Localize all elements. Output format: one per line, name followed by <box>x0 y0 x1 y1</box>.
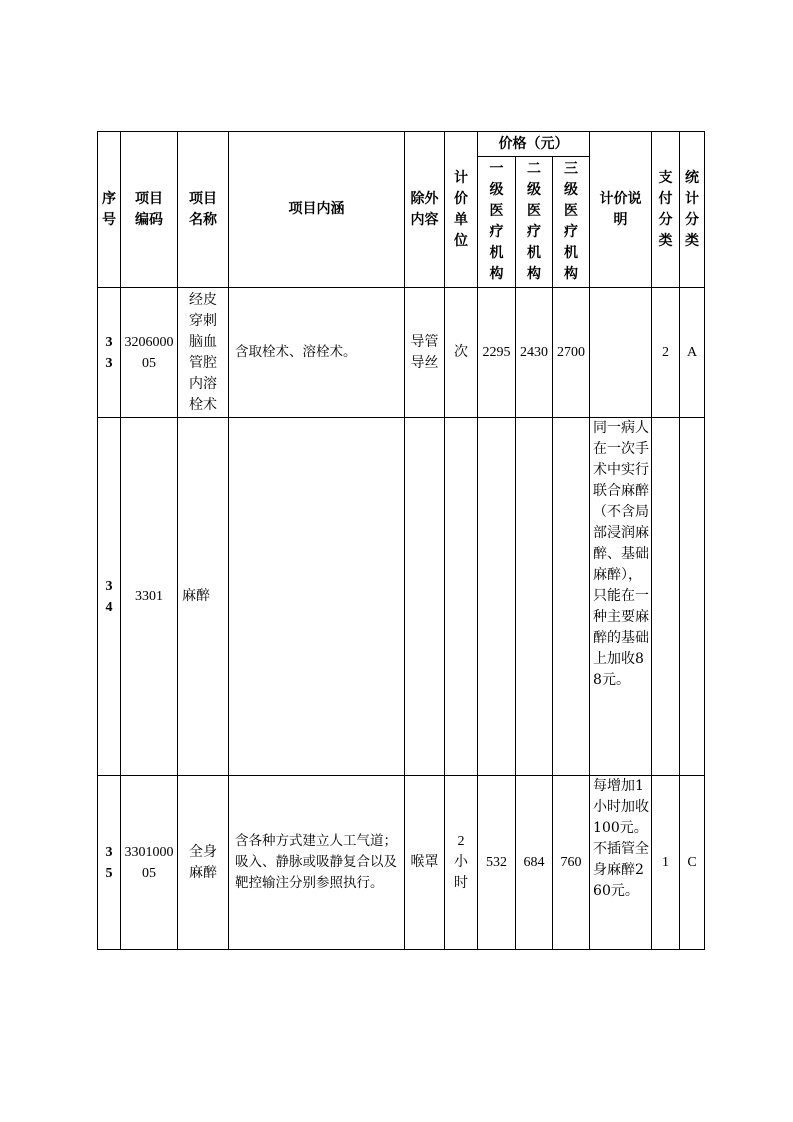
header-price: 价格（元） <box>478 132 590 157</box>
row-unit: 2小时 <box>445 776 478 950</box>
row-name: 全身麻醉 <box>178 776 229 950</box>
header-content: 项目内涵 <box>229 132 405 288</box>
row-price-level2: 684 <box>516 776 553 950</box>
header-level3: 三级医疗机构 <box>553 157 590 288</box>
row-price-level1: 532 <box>478 776 516 950</box>
row-code: 330100005 <box>121 776 178 950</box>
row-note: 同一病人在一次手术中实行联合麻醉（不含局部浸润麻醉、基础麻醉），只能在一种主要麻醉的基础上加收88元。 <box>590 418 652 776</box>
row-excluded <box>405 418 445 776</box>
row-stat: C <box>680 776 705 950</box>
header-code: 项目编码 <box>121 132 178 288</box>
row-pay: 1 <box>652 776 680 950</box>
table-row <box>98 288 705 418</box>
row-price-level2: 2430 <box>516 288 553 418</box>
row-seq: 33 <box>98 288 121 418</box>
row-price-level1 <box>478 418 516 776</box>
header-note: 计价说明 <box>590 132 652 288</box>
row-price-level1: 2295 <box>478 288 516 418</box>
row-price-level3: 2700 <box>553 288 590 418</box>
header-seq: 序号 <box>98 132 121 288</box>
price-table <box>97 131 705 950</box>
row-pay <box>652 418 680 776</box>
header-excluded: 除外内容 <box>405 132 445 288</box>
row-code: 3301 <box>121 418 178 776</box>
table-row <box>98 776 705 950</box>
row-excluded: 喉罩 <box>405 776 445 950</box>
header-level2: 二级医疗机构 <box>516 157 553 288</box>
row-price-level3: 760 <box>553 776 590 950</box>
header-unit: 计价单位 <box>445 132 478 288</box>
row-stat: A <box>680 288 705 418</box>
row-note <box>590 288 652 418</box>
table-row <box>98 418 705 776</box>
row-note: 每增加1小时加收100元。不插管全身麻醉260元。 <box>590 776 652 950</box>
row-excluded: 导管导丝 <box>405 288 445 418</box>
row-price-level2 <box>516 418 553 776</box>
row-pay: 2 <box>652 288 680 418</box>
row-price-level3 <box>553 418 590 776</box>
header-level1: 一级医疗机构 <box>478 157 516 288</box>
header-stat: 统计分类 <box>680 132 705 288</box>
row-unit: 次 <box>445 288 478 418</box>
row-name: 麻醉 <box>178 418 229 776</box>
row-unit <box>445 418 478 776</box>
row-content: 含取栓术、溶栓术。 <box>229 288 405 418</box>
row-content: 含各种方式建立人工气道；吸入、静脉或吸静复合以及靶控输注分别参照执行。 <box>229 776 405 950</box>
row-content <box>229 418 405 776</box>
row-name: 经皮穿刺脑血管腔内溶栓术 <box>178 288 229 418</box>
row-seq: 35 <box>98 776 121 950</box>
row-seq: 34 <box>98 418 121 776</box>
row-stat <box>680 418 705 776</box>
row-code: 320600005 <box>121 288 178 418</box>
header-name: 项目名称 <box>178 132 229 288</box>
header-pay: 支付分类 <box>652 132 680 288</box>
